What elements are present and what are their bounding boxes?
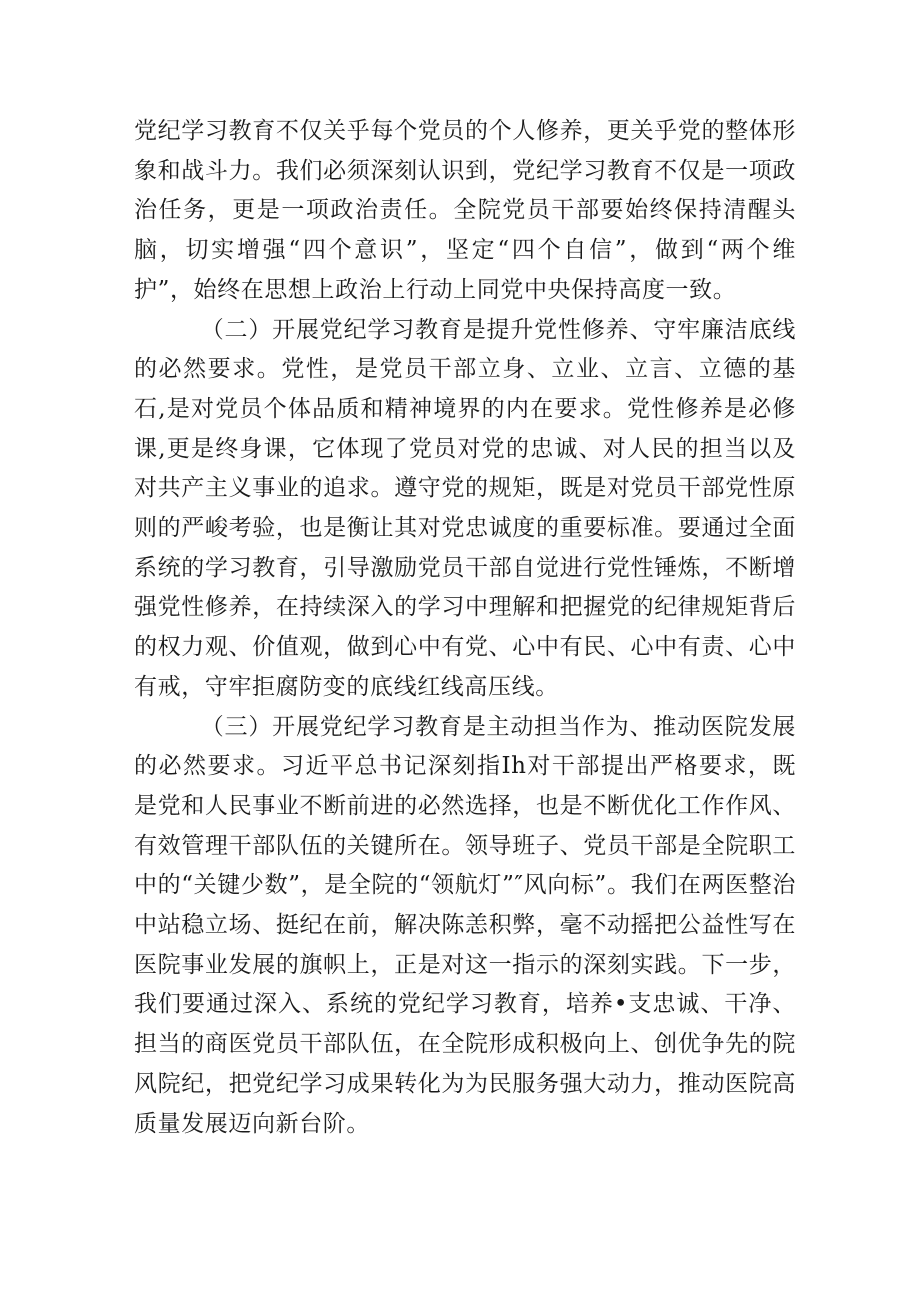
paragraph-1: 党纪学习教育不仅关乎每个党员的个人修养，更关乎党的整体形象和战斗力。我们必须深刻认识到，党纪学习教育不仅是一项政治任务，更是一项政治责任。全院党员干部要始终保持清醒头脑，切实增强“四个意识”，坚定“四个自信”，做到“两个维护”，始终在思想上政治上行动上同党中央保持高度一致。 xyxy=(134,118,796,303)
document-body xyxy=(134,112,796,1144)
paragraph-2: （二）开展党纪学习教育是提升党性修养、守牢廉洁底线的必然要求。党性，是党员干部立身、立业、立言、立德的基石,是对党员个体品质和精神境界的内在要求。党性修养是必修课,更是终身课，它体现了党员对党的忠诚、对人民的担当以及对共产主义事业的追求。遵守党的规矩，既是对党员干部党性原则的严峻考验，也是衡让其对党忠诚度的重要标准。要通过全面系统的学习教育，引导激励党员干部自觉进行党性锤炼，不断增强党性修养，在持续深入的学习中理解和把握党的纪律规矩背后的权力观、价值观，做到心中有党、心中有民、心中有责、心中有戒，守牢拒腐防变的底线红线高压线。 xyxy=(134,316,796,700)
paragraph-3: （三）开展党纪学习教育是主动担当作为、推动医院发展的必然要求。习近平总书记深刻指Ih对干部提出严格要求，既是党和人民事业不断前进的必然选择，也是不断优化工作作风、有效管理干部队伍的关键所在。领导班子、党员干部是全院职工中的“关键少数”，是全院的“领航灯”″风向标”。我们在两医整治中站稳立场、挺纪在前，解决陈恙积弊，毫不动摇把公益性写在医院事业发展的旗帜上，正是对这一指示的深刻实践。下一步，我们要通过深入、系统的党纪学习教育，培养•支忠诚、干净、担当的商医党员干部队伍，在全院形成积极向上、创优争先的院风院纪，把党纪学习成果转化为为民服务强大动力，推动医院高质量发展迈向新台阶。 xyxy=(134,713,796,1137)
